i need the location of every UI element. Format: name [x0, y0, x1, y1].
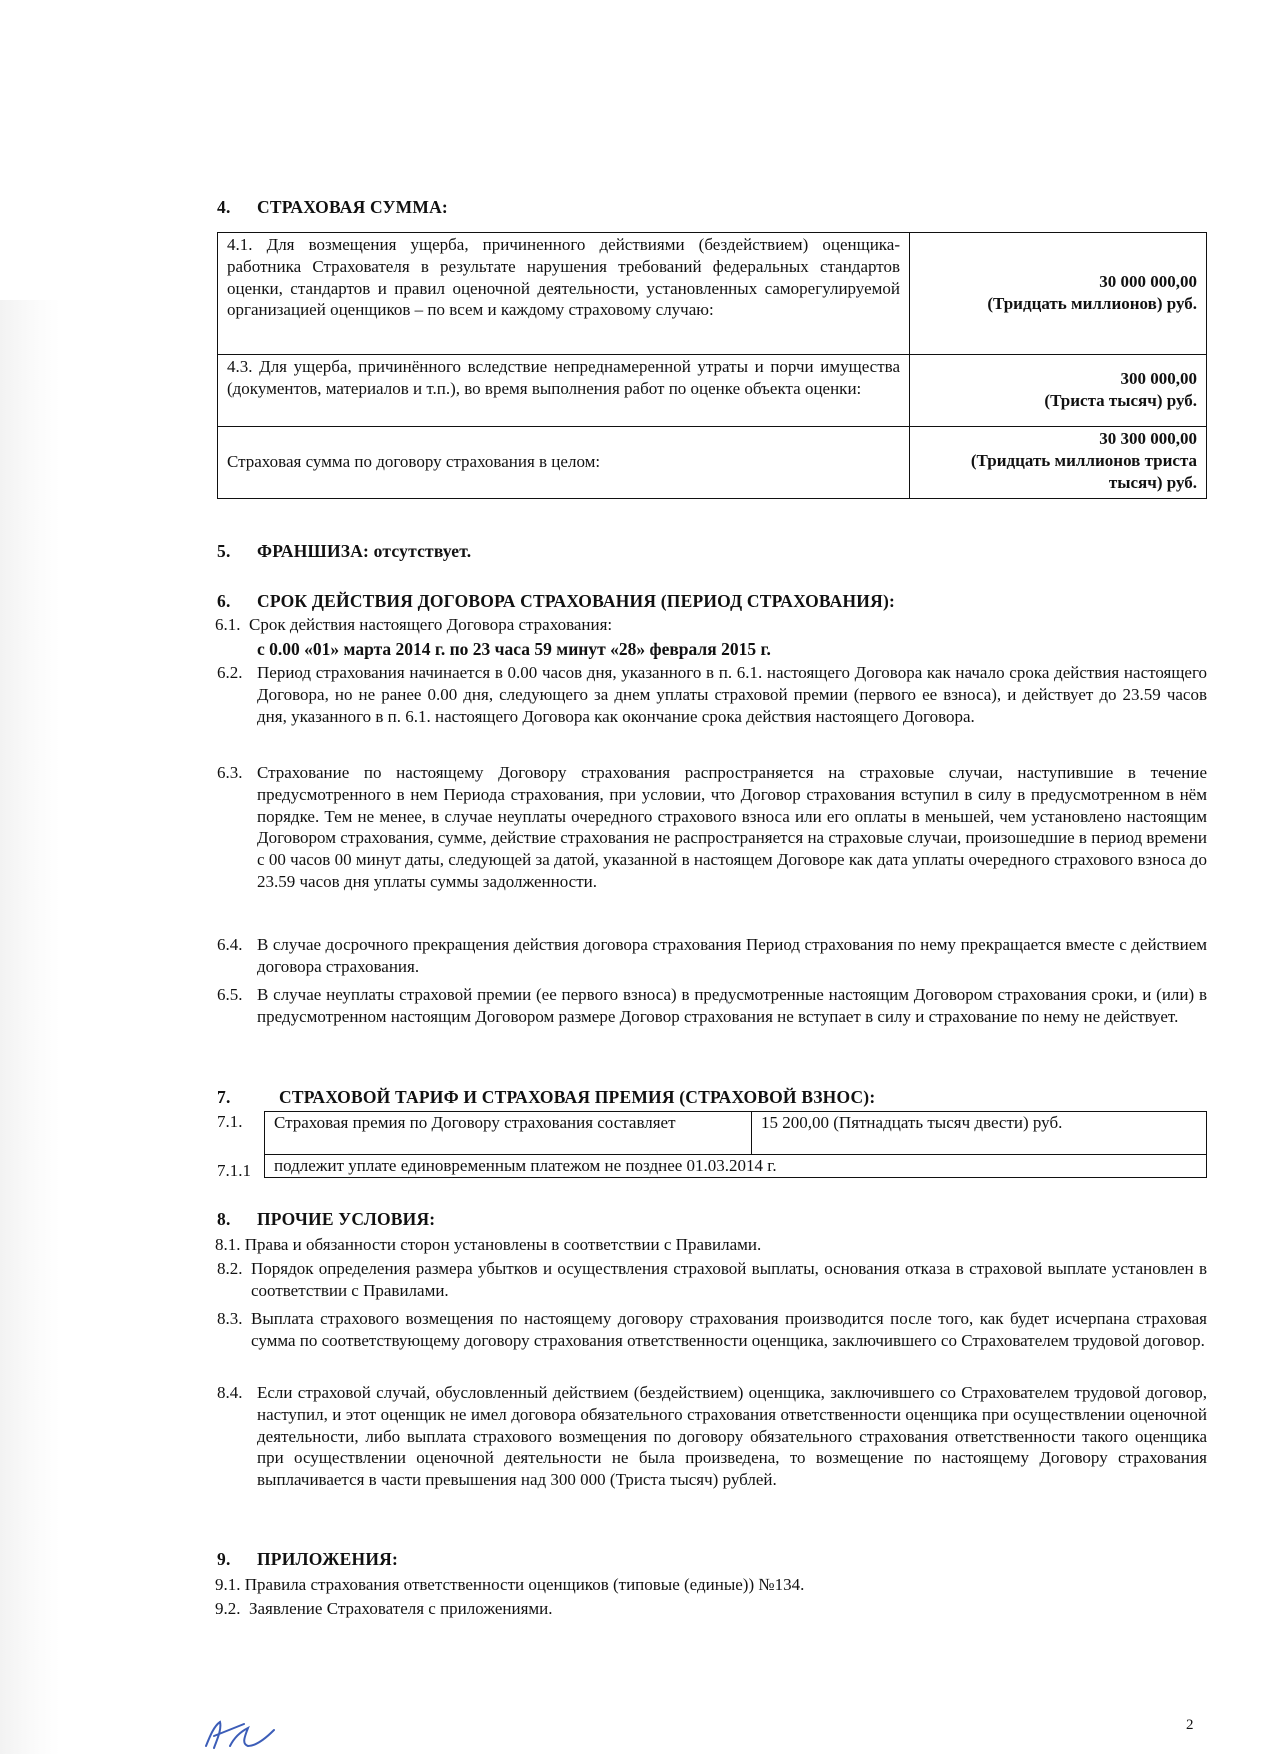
premium-row-number: 7.1.: [217, 1112, 243, 1131]
sum-row-amount: 300 000,00 (Триста тысяч) руб.: [910, 355, 1207, 427]
section-7-title: 7. СТРАХОВОЙ ТАРИФ И СТРАХОВАЯ ПРЕМИЯ (СТРАХОВОЙ ВЗНОС):: [217, 1087, 876, 1107]
clause-9-2: 9.2. Заявление Страхователя с приложениями.: [215, 1599, 553, 1618]
page-number: 2: [1186, 1717, 1194, 1733]
clause-9-1: 9.1. Правила страхования ответственности оценщиков (типовые (единые)) №134.: [215, 1575, 805, 1594]
table-row: [218, 233, 1207, 355]
table-row: [265, 1112, 1207, 1155]
premium-payment-term: подлежит уплате единовременным платежом не позднее 01.03.2014 г.: [265, 1155, 1207, 1178]
sum-row-amount: 30 000 000,00 (Тридцать миллионов) руб.: [910, 233, 1207, 355]
premium-table: [264, 1111, 1207, 1178]
sum-row-label: 4.1. Для возмещения ущерба, причиненного действиями (бездействием) оценщика-работника Страхователя в результате нарушения требований федеральных стандартов оценки, стандартов и правил оценочной деятельности, установленных саморегулируемой организацией оценщиков – по всем и каждому страховому случаю:: [218, 233, 910, 355]
signature-initials: [200, 1716, 280, 1758]
table-row: [265, 1155, 1207, 1178]
premium-row-number: 7.1.1: [217, 1161, 251, 1180]
section-9-title: 9. ПРИЛОЖЕНИЯ:: [217, 1549, 398, 1569]
table-row: [218, 355, 1207, 427]
clause-8-4: 8.4. Если страховой случай, обусловленный действием (бездействием) оценщика, заключившего со Страхователем трудовой договор, наступил, и этот оценщик не имел договора обязательного страхования ответственности оценщика при осуществлении оценочной деятельности, либо выплата страхового возмещения по договору обязательного страхования ответственности такого оценщика при осуществлении оценочной деятельности не была произведена, то возмещение по настоящему Договору страхования выплачивается в части превышения над 300 000 (Триста тысяч) рублей.: [217, 1383, 1207, 1489]
section-5-title: 5. ФРАНШИЗА: отсутствует.: [217, 541, 472, 561]
premium-value: 15 200,00 (Пятнадцать тысяч двести) руб.: [752, 1112, 1207, 1155]
premium-label: Страховая премия по Договору страхования составляет: [265, 1112, 752, 1155]
sum-row-amount: 30 300 000,00 (Тридцать миллионов триста тысяч) руб.: [910, 427, 1207, 499]
clause-6-3: 6.3. Страхование по настоящему Договору страхования распространяется на страховые случаи, наступившие в течение предусмотренного в нем Периода страхования, при условии, что Договор страхования вступил в силу в предусмотренном в нём порядке. Тем не менее, в случае неуплаты очередного страхового взноса или его оплаты в меньшей, чем установлено настоящим Договором страхования, сумме, действие страхования не распространяется на страховые случаи, произошедшие в период времени с 00 часов 00 минут даты, следующей за датой, указанной в настоящем Договоре как дата уплаты очередного страхового взноса до 23.59 часов дня уплаты суммы задолженности.: [217, 763, 1207, 891]
section-8-title: 8. ПРОЧИЕ УСЛОВИЯ:: [217, 1209, 436, 1229]
clause-6-4: 6.4. В случае досрочного прекращения действия договора страхования Период страхования по нему прекращается вместе с действием договора страхования.: [217, 935, 1207, 976]
section-6-title: 6. СРОК ДЕЙСТВИЯ ДОГОВОРА СТРАХОВАНИЯ (ПЕРИОД СТРАХОВАНИЯ):: [217, 591, 896, 611]
clause-8-1: 8.1. Права и обязанности сторон установлены в соответствии с Правилами.: [215, 1235, 762, 1254]
table-row: [218, 427, 1207, 499]
sum-row-label: Страховая сумма по договору страхования в целом:: [218, 427, 910, 499]
clause-6-2: 6.2. Период страхования начинается в 0.00 часов дня, указанного в п. 6.1. настоящего Договора как начало срока действия настоящего Договора, но не ранее 0.00 дня, следующего за днем уплаты страховой премии (первого ее взноса), и действует до 23.59 часов дня, указанного в п. 6.1. настоящего Договора как окончание срока действия настоящего Договора.: [217, 663, 1207, 726]
clause-6-1: 6.1. Срок действия настоящего Договора страхования:: [215, 615, 613, 634]
clause-8-2: 8.2. Порядок определения размера убытков и осуществления страховой выплаты, основания отказа в страховой выплате установлен в соответствии с Правилами.: [217, 1259, 1207, 1300]
sum-row-label: 4.3. Для ущерба, причинённого вследствие непреднамеренной утраты и порчи имущества (документов, материалов и т.п.), во время выполнения работ по оценке объекта оценки:: [218, 355, 910, 427]
clause-6-5: 6.5. В случае неуплаты страховой премии (ее первого взноса) в предусмотренные настоящим Договором страхования сроки, и (или) в предусмотренном настоящим Договором размере Договор страхования не вступает в силу и страхование по нему не действует.: [217, 985, 1207, 1026]
clause-8-3: 8.3. Выплата страхового возмещения по настоящему договору страхования производится после того, как будет исчерпана страховая сумма по соответствующему договору страхования ответственности оценщика, заключившего со Страхователем трудовой договор.: [217, 1309, 1207, 1350]
section-4-title: 4. СТРАХОВАЯ СУММА:: [217, 197, 448, 217]
insurance-period-dates: с 0.00 «01» марта 2014 г. по 23 часа 59 минут «28» февраля 2015 г.: [257, 639, 771, 659]
scan-shadow: [0, 300, 60, 1754]
insured-sum-table: [217, 232, 1207, 499]
